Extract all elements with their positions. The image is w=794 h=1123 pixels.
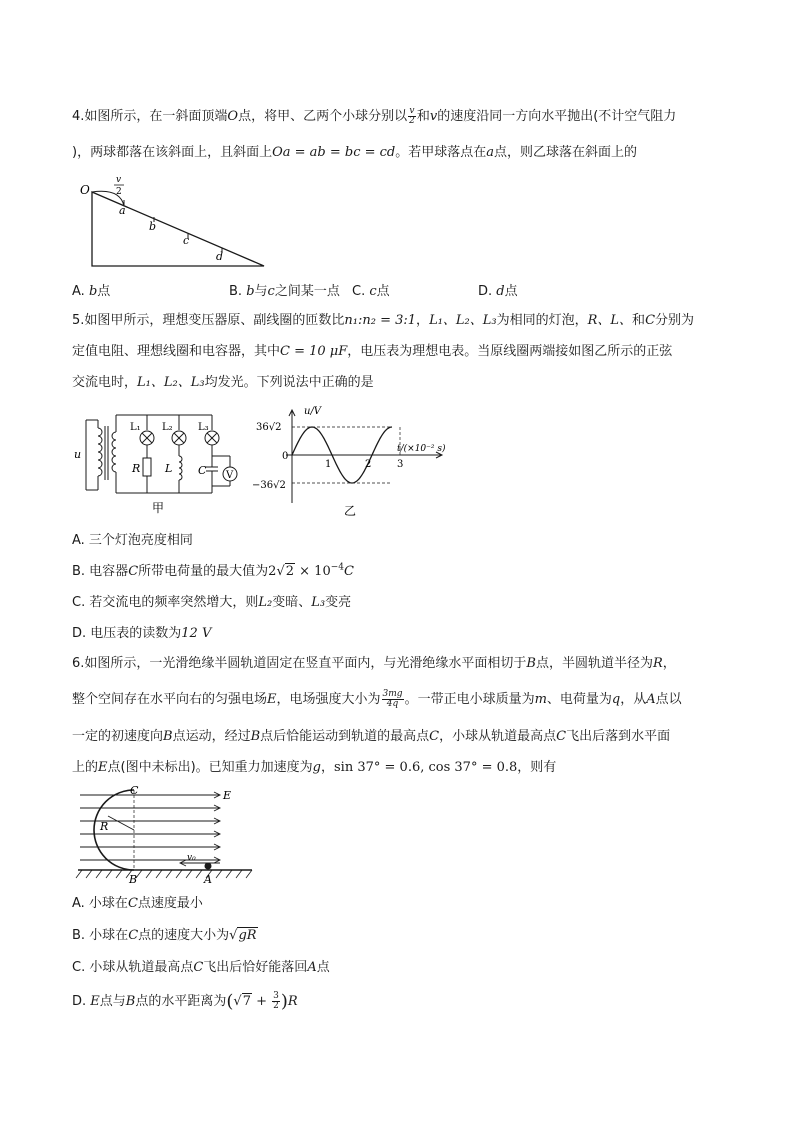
- tick-label-3: 3: [397, 459, 404, 470]
- fraction-3mg-4q: [382, 690, 404, 709]
- text: 交流电时，: [72, 375, 138, 390]
- lamps: L₁、L₂、L₃: [137, 375, 205, 390]
- frac-num: 3: [273, 991, 279, 1001]
- q6-option-D[interactable]: D. E点与B点的水平距离为(√7 + $\frac{3}{2}$ )R: [72, 991, 298, 1012]
- q6-stem-line-3: [72, 727, 670, 747]
- label-d: d: [216, 250, 224, 263]
- text: 点，则乙球落在斜面上的: [494, 145, 638, 160]
- text: 点，半圆轨道半径为: [535, 656, 653, 671]
- var: q: [611, 692, 621, 707]
- q5-stem-line-3: [72, 373, 374, 393]
- label-L2: L₂: [162, 422, 173, 433]
- text: ，: [321, 760, 335, 775]
- text: 点运动，经过: [172, 729, 251, 744]
- text: 整个空间存在水平向右的匀强电场: [72, 692, 268, 707]
- q6-option-A[interactable]: [72, 892, 203, 911]
- plus: +: [251, 994, 272, 1009]
- vars: R、L、: [587, 313, 633, 328]
- ylabel: u/V: [304, 406, 322, 417]
- q6-stem-line-2: [72, 690, 682, 710]
- lamps: L₁、L₂、L₃: [429, 313, 497, 328]
- q6-option-C[interactable]: [72, 956, 330, 975]
- label-R: R: [132, 462, 141, 475]
- label-E: E: [223, 789, 232, 802]
- text: ，电压表为理想电表。当原线圈两端接如图乙所示的正弦: [347, 344, 673, 359]
- label-v0: v₀: [187, 853, 196, 863]
- q4-stem-line-2: [72, 143, 637, 163]
- tick-label-2: 2: [365, 459, 372, 470]
- q5-option-C[interactable]: [72, 591, 351, 610]
- text: 上的: [72, 760, 99, 775]
- var: A: [646, 692, 656, 707]
- tick-label-1: 1: [325, 459, 332, 470]
- q6-stem-line-4: [72, 758, 556, 778]
- frac-den: 2: [409, 116, 415, 126]
- label-a: a: [119, 204, 126, 217]
- unit: C: [344, 564, 354, 579]
- text: 点，将甲、乙两个小球分别以: [238, 109, 408, 124]
- q5-stem-line-2: [72, 342, 672, 362]
- equation: Oa = ab = bc = cd: [272, 145, 396, 160]
- label-u: u: [74, 448, 82, 461]
- text: ，: [416, 313, 430, 328]
- var: c: [369, 284, 377, 299]
- text: 变暗、: [272, 595, 312, 610]
- q5-circuit-figure: [72, 410, 252, 515]
- var: C: [193, 960, 204, 975]
- q5-option-D[interactable]: [72, 622, 211, 641]
- label-A: A: [204, 873, 212, 884]
- var: R: [652, 656, 663, 671]
- label-c: c: [183, 234, 190, 247]
- label-R: R: [100, 820, 109, 833]
- text: 所带电荷量的最大值为: [138, 564, 269, 579]
- text: 之间某一点: [274, 284, 340, 299]
- var-a: a: [486, 145, 495, 160]
- var: C: [128, 928, 139, 943]
- q4-option-A[interactable]: [72, 280, 110, 299]
- text: 5.如图甲所示，理想变压器原、副线圈的匝数比: [72, 313, 345, 328]
- var: B: [125, 994, 136, 1009]
- q5-option-B[interactable]: B. 电容器C所带电荷量的最大值为$2√2 \times 10^{-4}C$: [72, 562, 354, 579]
- var-v: v: [429, 109, 438, 124]
- exponent: −4: [330, 562, 344, 573]
- caption-jia: 甲: [152, 501, 165, 515]
- text: C. 若交流电的频率突然增大，则: [72, 595, 259, 610]
- text: ，从: [620, 692, 647, 707]
- fraction-3-2: [272, 992, 280, 1011]
- text: A.: [72, 284, 89, 299]
- var: A: [307, 960, 317, 975]
- caption-yi: 乙: [344, 504, 357, 518]
- text: 和: [416, 109, 430, 124]
- label-L: L: [165, 462, 173, 475]
- ball-icon: [205, 863, 212, 870]
- q5-stem-line-1: [72, 311, 694, 331]
- var: d: [496, 284, 505, 299]
- text: ，电场强度大小为: [276, 692, 381, 707]
- sqrt: 7: [242, 994, 251, 1009]
- frac-num: v: [409, 106, 415, 116]
- text: A. 三个灯泡亮度相同: [72, 533, 193, 548]
- origin-label: 0: [282, 451, 289, 462]
- var: b: [246, 284, 255, 299]
- sqrt: 2: [285, 564, 295, 579]
- text: D.: [72, 994, 91, 1009]
- number: 2: [268, 564, 277, 579]
- label-C: C: [198, 464, 207, 477]
- var: E: [267, 692, 277, 707]
- label-v: v: [116, 175, 122, 185]
- text: 的速度沿同一方向水平抛出(不计空气阻力: [437, 109, 677, 124]
- var-C: C: [128, 564, 139, 579]
- q6-option-B[interactable]: B. 小球在C点的速度大小为√gR: [72, 928, 257, 943]
- text: 点: [376, 284, 390, 299]
- lamp: L₃: [311, 595, 326, 610]
- q6-semicircle-figure: [72, 786, 262, 884]
- var: m: [534, 692, 547, 707]
- text: B. 小球在: [72, 928, 129, 943]
- var: E: [90, 994, 100, 1009]
- var-C: C: [645, 313, 656, 328]
- text: 点后恰能运动到轨道的最高点: [260, 729, 430, 744]
- text: 点以: [655, 692, 682, 707]
- ymax-label: 36√2: [256, 422, 282, 433]
- label-B: B: [129, 873, 138, 884]
- label-L3: L₃: [198, 422, 209, 433]
- text: 。若甲球落点在: [395, 145, 487, 160]
- var-O: O: [227, 109, 239, 124]
- ratio: n₁:n₂ = 3:1: [344, 313, 417, 328]
- text: 飞出后落到水平面: [566, 729, 671, 744]
- label-O: O: [80, 183, 90, 197]
- trig-values: sin 37° = 0.6, cos 37° = 0.8: [334, 760, 518, 775]
- text: ，则有: [517, 760, 557, 775]
- text: 点速度最小: [137, 896, 203, 911]
- text: 为相同的灯泡，: [496, 313, 588, 328]
- text: 均发光。下列说法中正确的是: [204, 375, 374, 390]
- var: B: [526, 656, 536, 671]
- q4-option-C[interactable]: [352, 280, 390, 299]
- text: D. 电压表的读数为: [72, 626, 182, 641]
- q5-option-A[interactable]: [72, 529, 193, 548]
- var: B: [250, 729, 261, 744]
- text: 点(图中未标出)。已知重力加速度为: [107, 760, 313, 775]
- xlabel: t/(×10⁻² s): [397, 444, 446, 454]
- text: 点: [316, 960, 330, 975]
- text: ，小球从轨道最高点: [439, 729, 557, 744]
- q4-option-B[interactable]: [229, 280, 340, 299]
- text: B.: [229, 284, 247, 299]
- var: R: [287, 994, 298, 1009]
- text: 点与: [99, 994, 126, 1009]
- value: 12 V: [181, 626, 212, 641]
- var: b: [88, 284, 98, 299]
- text: C. 小球从轨道最高点: [72, 960, 194, 975]
- text: 。一带正电小球质量为: [404, 692, 535, 707]
- q4-incline-figure: [72, 174, 272, 270]
- sqrt: gR: [238, 928, 257, 943]
- frac-den: 4q: [386, 699, 399, 709]
- text: 一定的初速度向: [72, 729, 164, 744]
- text: 、电荷量为: [546, 692, 612, 707]
- text: 和: [632, 313, 646, 328]
- text: D.: [478, 284, 497, 299]
- fraction-v-over-2: [408, 107, 416, 126]
- var: E: [98, 760, 108, 775]
- q4-stem-line-1: [72, 107, 676, 127]
- label-V: V: [226, 470, 234, 481]
- text: 点: [504, 284, 518, 299]
- text: 变亮: [325, 595, 352, 610]
- var: C: [127, 896, 138, 911]
- text: C.: [352, 284, 370, 299]
- text: 点的速度大小为: [138, 928, 230, 943]
- lamp: L₂: [258, 595, 273, 610]
- label-C: C: [130, 786, 139, 797]
- var: C: [556, 729, 567, 744]
- var: B: [163, 729, 173, 744]
- var: g: [312, 760, 321, 775]
- label-L1: L₁: [130, 422, 141, 433]
- var: C: [429, 729, 440, 744]
- text: 飞出后恰好能落回: [203, 960, 308, 975]
- text: 点的水平距离为: [135, 994, 227, 1009]
- frac-den: 2: [273, 1001, 279, 1011]
- text: 6.如图所示，一光滑绝缘半圆轨道固定在竖直平面内，与光滑绝缘水平面相切于: [72, 656, 527, 671]
- text: )，两球都落在该斜面上，且斜面上: [72, 145, 273, 160]
- text: ，: [662, 656, 676, 671]
- q6-stem-line-1: [72, 654, 676, 674]
- var: c: [267, 284, 275, 299]
- equation: C = 10 μF: [280, 344, 348, 359]
- text: 4.如图所示，在一斜面顶端: [72, 109, 228, 124]
- frac-num: 3mg: [382, 689, 403, 699]
- times: × 10: [295, 564, 331, 579]
- text: A. 小球在: [72, 896, 128, 911]
- text: 分别为: [655, 313, 695, 328]
- label-2: 2: [116, 187, 122, 197]
- text: 定值电阻、理想线圈和电容器，其中: [72, 344, 281, 359]
- ymin-label: −36√2: [252, 480, 286, 491]
- text: 点: [97, 284, 111, 299]
- q5-waveform-chart: [252, 405, 472, 520]
- text: B. 电容器: [72, 564, 129, 579]
- text: 与: [254, 284, 268, 299]
- q4-option-D[interactable]: [478, 280, 518, 299]
- label-b: b: [149, 220, 157, 233]
